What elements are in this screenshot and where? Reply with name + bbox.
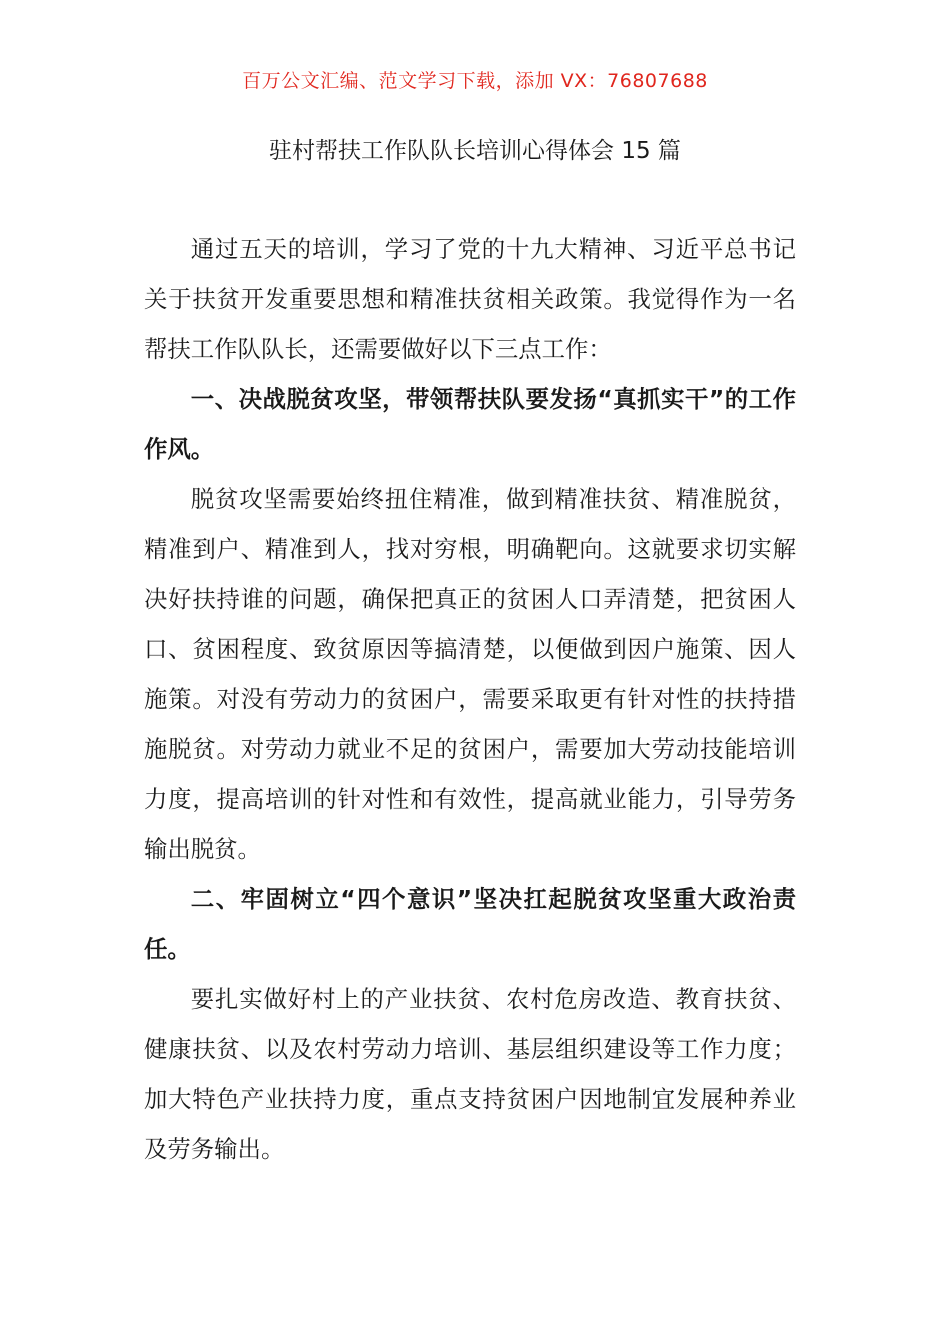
header-promo-note: 百万公文汇编、范文学习下载，添加 VX：76807688 xyxy=(242,70,708,92)
paragraph-intro: 通过五天的培训，学习了党的十九大精神、习近平总书记关于扶贫开发重要思想和精准扶贫相关政策。我觉得作为一名帮扶工作队队长，还需要做好以下三点工作： xyxy=(144,235,796,363)
section-heading-1: 一、决战脱贫攻坚，带领帮扶队要发扬“真抓实干”的工作作风。 xyxy=(144,385,796,463)
document-body xyxy=(144,224,796,1174)
document-title: 驻村帮扶工作队队长培训心得体会 15 篇 xyxy=(269,138,681,164)
paragraph-section-1: 脱贫攻坚需要始终扭住精准，做到精准扶贫、精准脱贫，精准到户、精准到人，找对穷根，明确靶向。这就要求切实解决好扶持谁的问题，确保把真正的贫困人口弄清楚，把贫困人口、贫困程度、致贫原因等搞清楚，以便做到因户施策、因人施策。对没有劳动力的贫困户，需要采取更有针对性的扶持措施脱贫。对劳动力就业不足的贫困户，需要加大劳动技能培训力度，提高培训的针对性和有效性，提高就业能力，引导劳务输出脱贫。 xyxy=(144,485,796,863)
section-heading-2: 二、牢固树立“四个意识”坚决扛起脱贫攻坚重大政治责任。 xyxy=(144,885,796,963)
paragraph-section-2: 要扎实做好村上的产业扶贫、农村危房改造、教育扶贫、健康扶贫、以及农村劳动力培训、基层组织建设等工作力度；加大特色产业扶持力度，重点支持贫困户因地制宜发展种养业及劳务输出。 xyxy=(144,985,796,1163)
